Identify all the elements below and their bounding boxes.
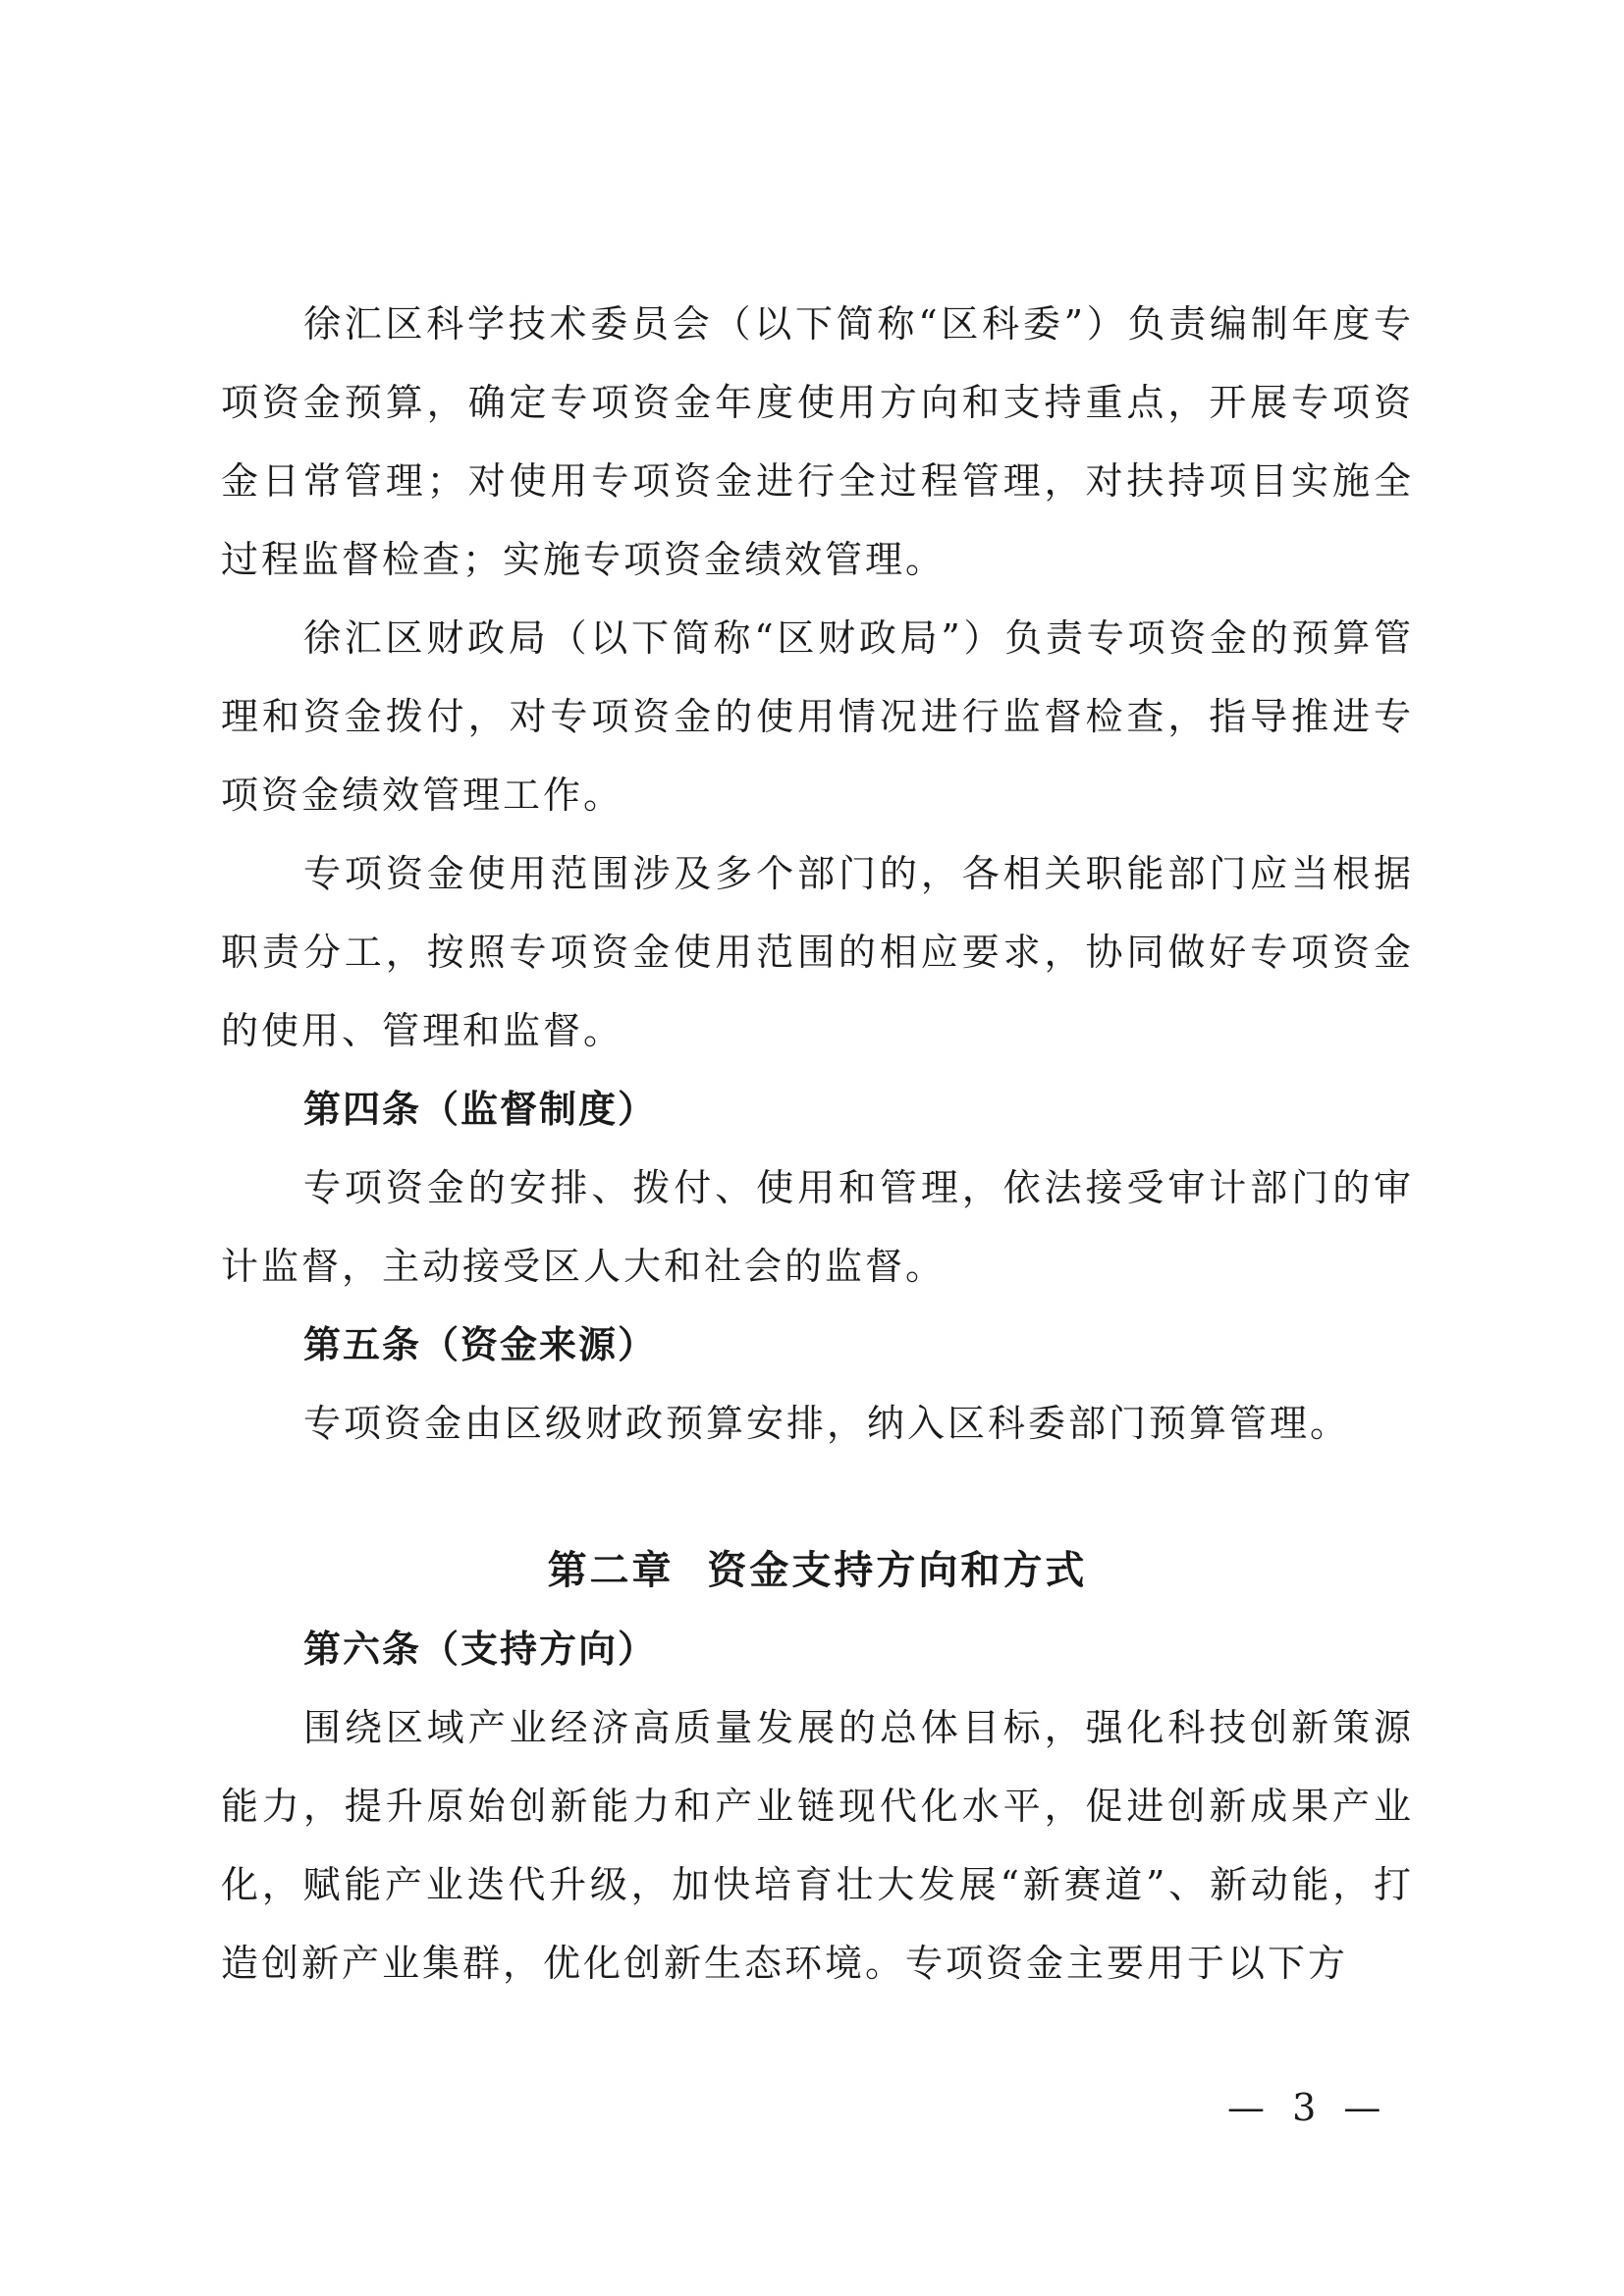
article-5-heading: 第五条（资金来源） — [303, 1323, 658, 1366]
article-4-heading: 第四条（监督制度） — [303, 1088, 658, 1131]
paragraph-district-science-committee: 徐汇区科学技术委员会（以下简称“区科委”）负责编制年度专项资金预算，确定专项资金年度使用方向和支持重点，开展专项资金日常管理；对使用专项资金进行全过程管理，对扶持项目实施全过程监督检查；实施专项资金绩效管理。 — [221, 302, 1414, 581]
article-6-heading: 第六条（支持方向） — [303, 1628, 658, 1671]
document-body — [221, 285, 1414, 2002]
article-6-body: 围绕区域产业经济高质量发展的总体目标，强化科技创新策源能力，提升原始创新能力和产业链现代化水平，促进创新成果产业化，赋能产业迭代升级，加快培育壮大发展“新赛道”、新动能，打造创新产业集群，优化创新生态环境。专项资金主要用于以下方 — [221, 1706, 1414, 1985]
paragraph-multi-department: 专项资金使用范围涉及多个部门的，各相关职能部门应当根据职责分工，按照专项资金使用范围的相应要求，协同做好专项资金的使用、管理和监督。 — [221, 852, 1414, 1052]
paragraph-district-finance-bureau: 徐汇区财政局（以下简称“区财政局”）负责专项资金的预算管理和资金拨付，对专项资金的使用情况进行监督检查，指导推进专项资金绩效管理工作。 — [221, 616, 1414, 817]
article-4-body: 专项资金的安排、拨付、使用和管理，依法接受审计部门的审计监督，主动接受区人大和社会的监督。 — [221, 1166, 1414, 1288]
chapter-2-title: 第二章 资金支持方向和方式 — [547, 1548, 1088, 1593]
page-number: — 3 — — [1227, 2086, 1389, 2129]
article-5-body: 专项资金由区级财政预算安排，纳入区科委部门预算管理。 — [303, 1402, 1351, 1445]
